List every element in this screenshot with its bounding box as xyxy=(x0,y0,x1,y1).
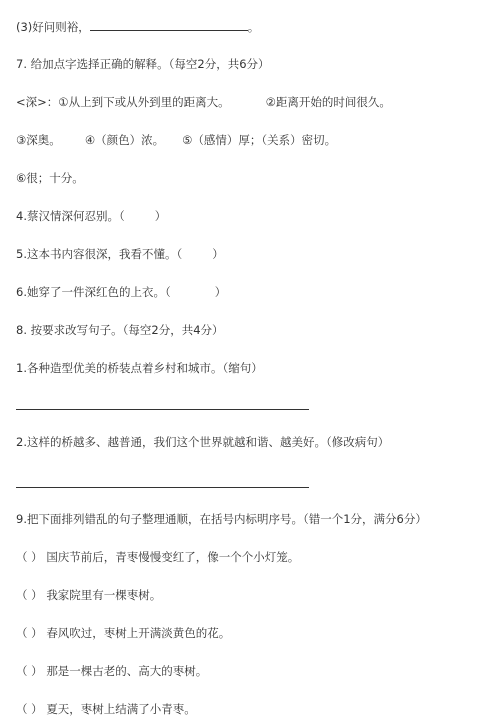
ordering-item xyxy=(16,587,161,603)
order-number-slot[interactable]: （ ） xyxy=(16,550,43,564)
answer-paren-close: ） xyxy=(212,247,224,261)
answer-paren-open: （ xyxy=(164,285,171,299)
question-6-line xyxy=(16,284,226,300)
question-3-line xyxy=(16,19,259,35)
order-number-slot[interactable]: （ ） xyxy=(16,626,43,640)
ordering-item xyxy=(16,663,207,679)
section-9-heading: 9.把下面排列错乱的句子整理通顺，在括号内标明序号。（错一个1分，满分6分） xyxy=(16,512,427,526)
section-7-heading: 7. 给加点字选择正确的解释。（每空2分，共6分） xyxy=(16,57,270,71)
ordering-item-text: 夏天，枣树上结满了小青枣。 xyxy=(46,702,196,716)
section-8-heading: 8. 按要求改写句子。（每空2分，共4分） xyxy=(16,323,224,337)
answer-paren-open: （ xyxy=(176,247,183,261)
question-4-text: 4.蔡汉情深何忍别。 xyxy=(16,209,119,223)
question-5-text: 5.这本书内容很深，我看不懂。 xyxy=(16,247,177,261)
definition-4: ④（颜色）浓。 xyxy=(84,133,165,147)
definition-2: ②距离开始的时间很久。 xyxy=(265,95,391,109)
ordering-item xyxy=(16,625,230,641)
definition-3: ③深奥。 xyxy=(16,133,61,147)
ordering-item-text: 国庆节前后，青枣慢慢变红了，像一个个小灯笼。 xyxy=(46,550,300,564)
question-6-text: 6.她穿了一件深红色的上衣。 xyxy=(16,285,165,299)
definition-5: ⑤（感情）厚；（关系）密切。 xyxy=(182,133,337,147)
order-number-slot[interactable]: （ ） xyxy=(16,664,43,678)
question-5-line xyxy=(16,246,224,262)
answer-blank[interactable] xyxy=(90,19,248,31)
answer-paren-close: ） xyxy=(214,285,227,299)
answer-paren-open: （ xyxy=(118,209,125,223)
answer-paren-close: ） xyxy=(154,209,167,223)
ordering-item-text: 我家院里有一棵枣树。 xyxy=(46,588,162,602)
rewrite-question-2: 2.这样的桥越多、越普通，我们这个世界就越和谐、越美好。（修改病句） xyxy=(16,435,390,449)
ordering-item-text: 那是一棵古老的、高大的枣树。 xyxy=(46,664,208,678)
definition-line-1 xyxy=(16,94,391,110)
ordering-item-text: 春风吹过，枣树上开满淡黄色的花。 xyxy=(46,626,231,640)
definition-6: ⑥很；十分。 xyxy=(16,171,84,185)
question-4-line xyxy=(16,208,166,224)
ordering-item xyxy=(16,549,299,565)
rewrite-question-1: 1.各种造型优美的桥装点着乡村和城市。（缩句） xyxy=(16,361,263,375)
answer-line-1[interactable] xyxy=(16,409,309,410)
definition-line-2 xyxy=(16,132,336,148)
question-3-prefix: (3)好问则裕， xyxy=(16,20,90,34)
order-number-slot[interactable]: （ ） xyxy=(16,588,43,602)
question-3-suffix: 。 xyxy=(247,20,260,34)
definition-1: <深>：①从上到下或从外到里的距离大。 xyxy=(16,95,230,109)
answer-line-2[interactable] xyxy=(16,487,309,488)
order-number-slot[interactable]: （ ） xyxy=(16,702,43,716)
ordering-item xyxy=(16,701,196,717)
